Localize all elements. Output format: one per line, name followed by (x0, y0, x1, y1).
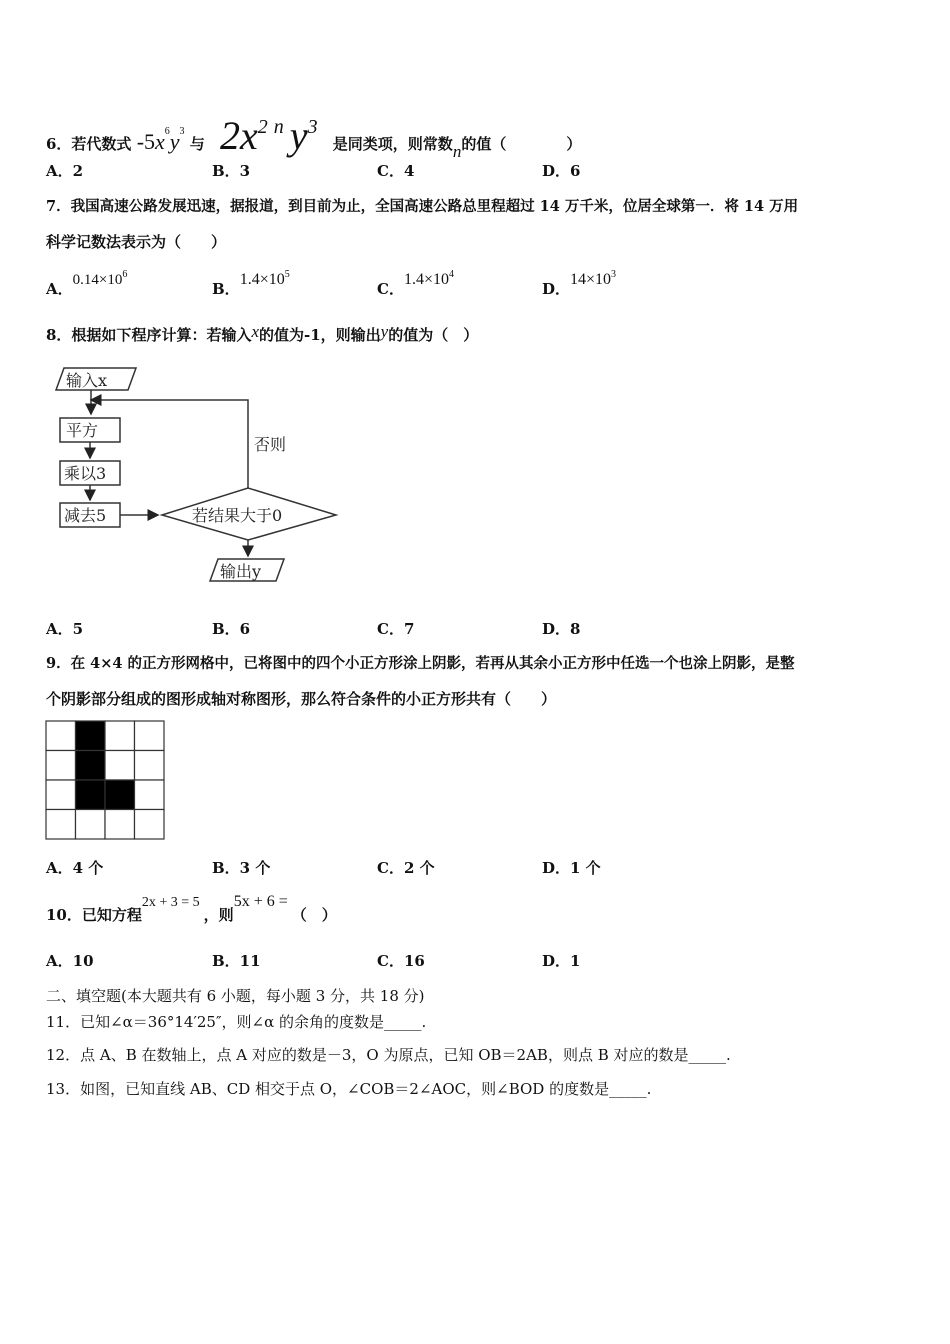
q9-option-d: D．1 个 (542, 859, 601, 877)
grid-cell-shaded (76, 721, 106, 751)
q10-option-b: B．11 (212, 952, 261, 970)
q6-term2-coef: 2 (220, 113, 241, 158)
q6-option-c: C．4 (377, 162, 415, 180)
q10-option-d: D．1 (542, 952, 581, 970)
q9-line1: 9．在 4×4 的正方形网格中，已将图中的四个小正方形涂上阴影，若再从其余小正方形中任选一个也涂上阴影，是整 (46, 655, 795, 672)
q7-option-c-letter: C． (377, 280, 404, 298)
q9-grid (45, 720, 167, 840)
grid-cell (46, 810, 76, 840)
q6-and: 与 (189, 135, 205, 153)
flow-multiply-label: 乘以3 (64, 464, 107, 483)
q8-flowchart (40, 360, 350, 590)
flow-subtract-label: 减去5 (64, 506, 107, 525)
q7-option-d (542, 268, 617, 298)
q7-option-d-value: 14×10 (570, 271, 612, 288)
q10-option-a: A．10 (46, 952, 94, 970)
q6-term2-xexp: 2n (257, 116, 290, 138)
q9-option-b: B．3 个 (212, 859, 271, 877)
grid-cell (135, 780, 165, 810)
q6-var-n: n (452, 142, 462, 161)
q10-prefix: 10．已知方程 (46, 906, 142, 924)
q7-option-c-value: 1.4×10 (403, 271, 449, 288)
q7-option-a-letter: A． (46, 280, 73, 298)
q8-var-y: y (380, 322, 389, 341)
question-6 (46, 104, 582, 161)
q6-option-b: B．3 (212, 162, 251, 180)
q7-option-a-exp: 6 (122, 269, 128, 280)
q8-option-c: C．7 (377, 620, 415, 638)
q8-mid: 的值为-1，则输出 (259, 326, 381, 344)
q9-line2: 个阴影部分组成的图形成轴对称图形，那么符合条件的小正方形共有（ ） (46, 690, 557, 708)
grid-cell (46, 721, 76, 751)
q8-var-x: x (251, 322, 259, 341)
q7-option-d-exp: 3 (611, 269, 617, 280)
q8-option-b: B．6 (212, 620, 251, 638)
q8-suffix: 的值为（ ） (388, 326, 479, 344)
flow-output-label: 输出y (220, 562, 262, 581)
q7-option-b-letter: B． (212, 280, 240, 298)
flow-square-label: 平方 (66, 421, 99, 440)
q9-option-c: C．2 个 (377, 859, 435, 877)
q6-term2-y: y (289, 113, 308, 158)
q8-option-d: D．8 (542, 620, 581, 638)
q10-suffix: （ ） (291, 906, 337, 924)
q6-option-a: A．2 (46, 162, 84, 180)
q6-term1-y: y (169, 129, 180, 154)
q7-line1: 7．我国高速公路发展迅速，据报道，到目前为止，全国高速公路总里程超过 14 万千米，位居全球第一．将 14 万用 (46, 198, 799, 215)
section-2-heading: 二、填空题(本大题共有 6 小题，每小题 3 分，共 18 分) (46, 987, 425, 1005)
grid-cell (105, 751, 135, 781)
q7-option-b-value: 1.4×10 (239, 271, 285, 288)
q10-option-c: C．16 (377, 952, 425, 970)
grid-cell (135, 810, 165, 840)
grid-cell (76, 810, 106, 840)
flow-input-label: 输入x (66, 371, 108, 390)
q10-mid: ，则 (203, 906, 234, 924)
q10-equation: 2x + 3 = 5 (141, 895, 200, 910)
flow-else-label: 否则 (254, 435, 287, 454)
q6-term1-xexp: 6 (164, 126, 170, 137)
grid-cell (135, 721, 165, 751)
flow-condition-label: 若结果大于0 (192, 506, 283, 525)
grid-cell-shaded (105, 780, 135, 810)
grid-cell (46, 751, 76, 781)
grid-cell (135, 751, 165, 781)
question-10 (46, 892, 337, 922)
q7-option-a (46, 268, 128, 298)
q10-expression: 5x + 6 = (233, 893, 288, 910)
grid-cell (46, 780, 76, 810)
q7-option-b-exp: 5 (284, 269, 290, 280)
question-8 (46, 324, 478, 345)
q9-option-a: A．4 个 (46, 859, 104, 877)
q8-prefix: 8．根据如下程序计算：若输入 (46, 326, 252, 344)
q6-option-d: D．6 (542, 162, 581, 180)
q7-option-c (377, 268, 454, 298)
q6-term1-yexp: 3 (179, 126, 185, 137)
question-12: 12．点 A、B 在数轴上，点 A 对应的数是－3，O 为原点，已知 OB＝2AB，则点 B 对应的数是_____. (46, 1046, 731, 1064)
q6-term1-coef: -5 (136, 129, 156, 154)
q6-term2-yexp: 3 (307, 116, 318, 138)
question-11: 11．已知∠α＝36°14′25″，则∠α 的余角的度数是_____. (46, 1013, 427, 1031)
grid-cell (105, 721, 135, 751)
q6-suffix: 的值（ ） (461, 135, 582, 153)
grid-cell-shaded (76, 780, 106, 810)
grid-cell-shaded (76, 751, 106, 781)
q7-option-d-letter: D． (542, 280, 571, 298)
q7-option-a-value: 0.14×10 (72, 272, 123, 288)
q7-option-c-exp: 4 (448, 269, 454, 280)
q7-option-b (212, 268, 290, 298)
grid-cell (105, 810, 135, 840)
q8-option-a: A．5 (46, 620, 84, 638)
q6-mid: 是同类项，则常数 (332, 135, 453, 153)
q6-prefix: 6．若代数式 (46, 135, 132, 153)
q6-term2-x: x (240, 113, 258, 158)
q7-line2: 科学记数法表示为（ ） (46, 233, 227, 251)
question-13: 13．如图，已知直线 AB、CD 相交于点 O，∠COB＝2∠AOC，则∠BOD 的度数是_____. (46, 1080, 652, 1098)
q6-term1-x: x (155, 129, 165, 154)
